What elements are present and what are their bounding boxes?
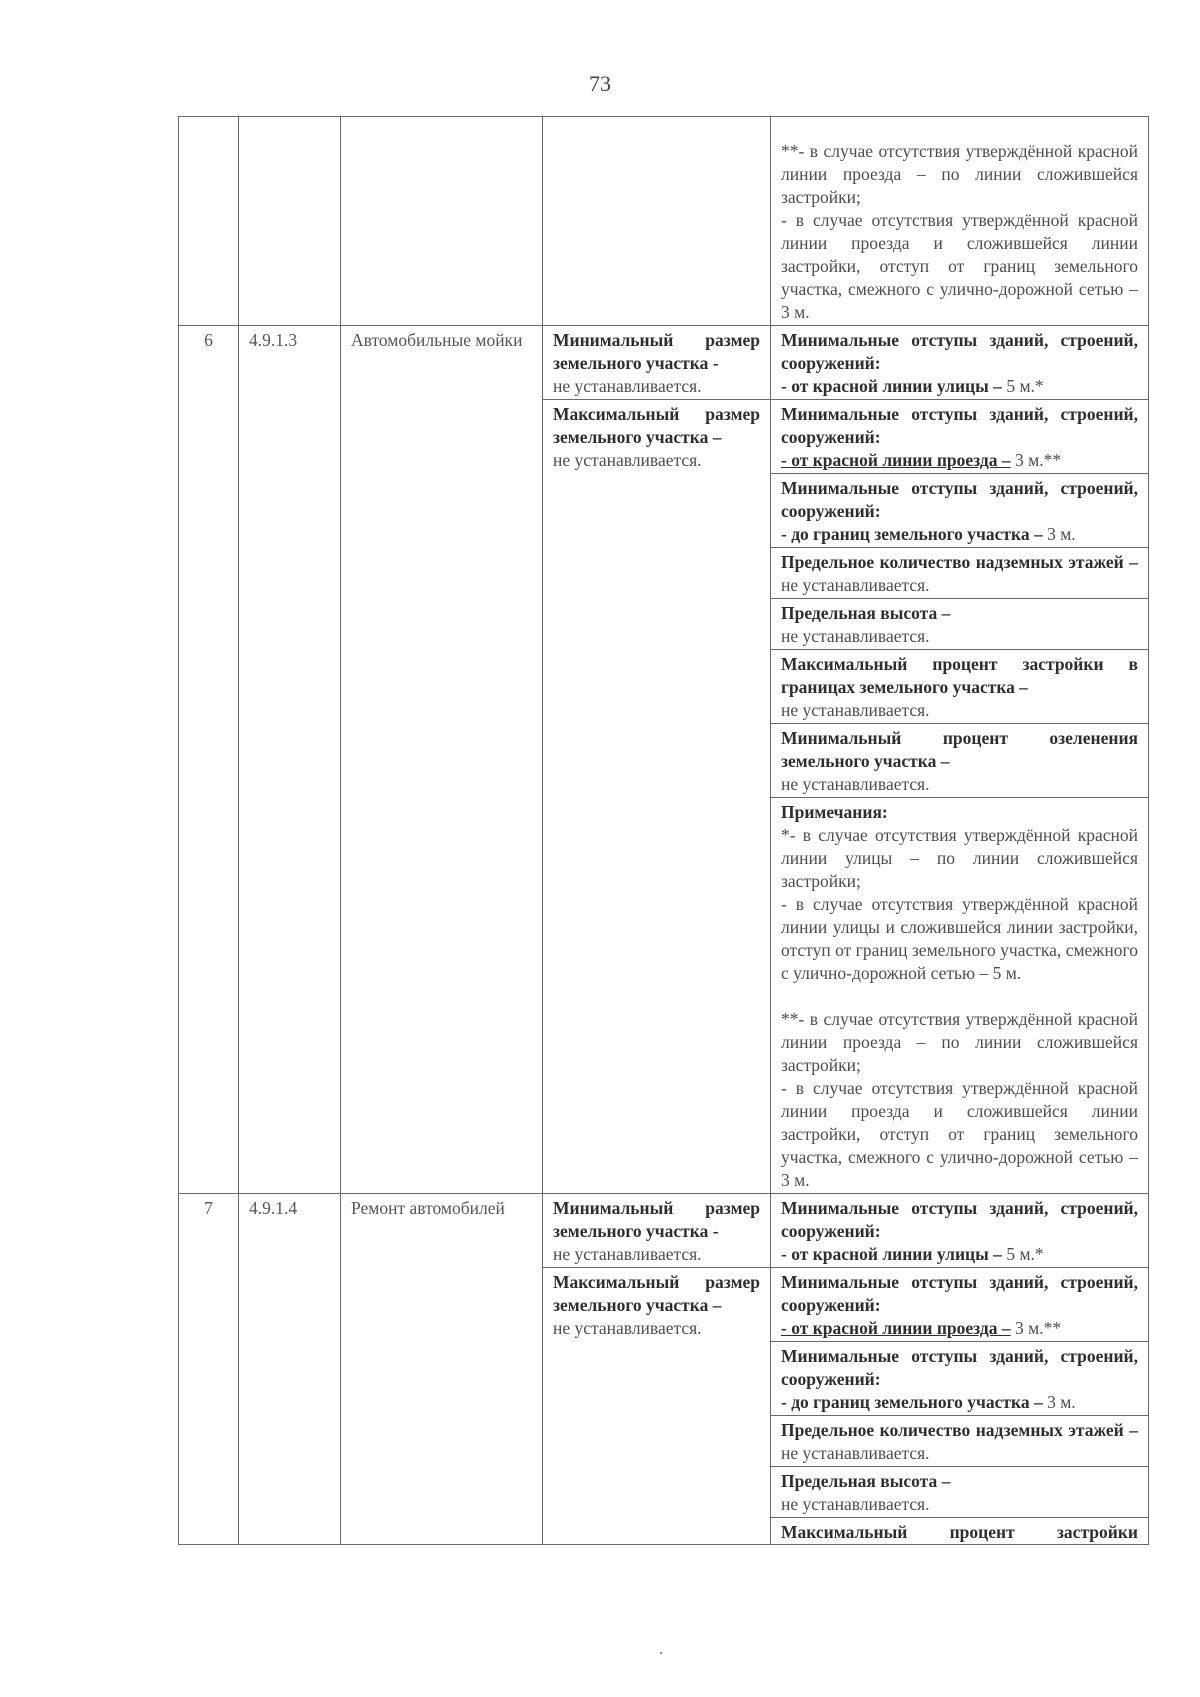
param-cell [771,650,1149,724]
row-code: 4.9.1.4 [239,1194,341,1545]
param-line: - до границ земельного участка – [781,524,1043,544]
param-title: Предельное количество надземных этажей – [781,552,1138,572]
note-star-a: *- в случае отсутствия утверждённой красной линии улицы – по линии сложившейся застройки; [781,825,1138,891]
max-size-value: не устанавливается. [553,1318,702,1338]
param-cell [771,724,1149,798]
param-cell [771,474,1149,548]
param-line: - от красной линии улицы – [781,376,1002,396]
cell-name [341,117,543,326]
notes-cell [771,798,1149,1194]
param-cell [771,1194,1149,1268]
note-star-b: - в случае отсутствия утверждённой красной линии улицы и сложившейся линии застройки, отступ от границ земельного участка, смежного с улично-дорожной сетью – 5 м. [781,894,1138,983]
max-size-title: Максимальный размер земельного участка – [553,404,760,447]
note-double-star-a: **- в случае отсутствия утверждённой красной линии проезда – по линии сложившейся застройки; [781,1009,1138,1075]
param-title: Предельное количество надземных этажей – [781,1420,1138,1440]
row-number: 7 [179,1194,239,1545]
note-double-star-a: **- в случае отсутствия утверждённой красной линии проезда – по линии сложившейся застройки; [781,141,1138,207]
min-size-cell [543,326,771,400]
regulations-table [178,116,1149,1545]
param-title: Предельная высота – [781,603,951,623]
param-value: не устанавливается. [781,1494,930,1514]
table-row [179,326,1149,400]
param-title: Минимальные отступы зданий, строений, сооружений: [781,1198,1138,1241]
param-title: Минимальные отступы зданий, строений, сооружений: [781,1346,1138,1389]
param-value: не устанавливается. [781,626,930,646]
min-size-value: не устанавливается. [553,1244,702,1264]
param-line: - до границ земельного участка – [781,1392,1043,1412]
min-size-value: не устанавливается. [553,376,702,396]
cell-code [239,117,341,326]
param-cell [771,1268,1149,1342]
param-value: 3 м. [1047,1392,1076,1412]
param-line: - от красной линии проезда – [781,1318,1011,1338]
row-name: Автомобильные мойки [341,326,543,1194]
note-double-star-b: - в случае отсутствия утверждённой красной линии проезда и сложившейся линии застройки, отступ от границ земельного участка, смежного с улично-дорожной сетью – 3 м. [781,1078,1138,1190]
param-title: Минимальные отступы зданий, строений, сооружений: [781,1272,1138,1315]
scan-speck [660,1652,662,1654]
row-code: 4.9.1.3 [239,326,341,1194]
param-line: - от красной линии улицы – [781,1244,1002,1264]
param-cell [771,599,1149,650]
cell-notes [771,117,1149,326]
min-size-title: Минимальный размер земельного участка - [553,330,760,373]
param-value: 5 м.* [1006,376,1044,396]
param-line: - от красной линии проезда – [781,450,1011,470]
param-value: 3 м.** [1015,450,1062,470]
param-value: 3 м. [1047,524,1076,544]
param-title: Минимальный процент озеленения земельного участка – [781,728,1138,771]
param-title: Максимальный процент застройки в границах земельного участка – [781,654,1138,697]
param-title: Минимальные отступы зданий, строений, сооружений: [781,330,1138,373]
max-size-cell [543,400,771,1194]
row-name: Ремонт автомобилей [341,1194,543,1545]
notes-title: Примечания: [781,802,888,822]
note-double-star-b: - в случае отсутствия утверждённой красной линии проезда и сложившейся линии застройки, отступ от границ земельного участка, смежного с улично-дорожной сетью – 3 м. [781,210,1138,322]
param-cell [771,1342,1149,1416]
param-cell [771,1416,1149,1467]
param-value: 3 м.** [1015,1318,1062,1338]
table-row [179,1194,1149,1268]
param-cell [771,400,1149,474]
param-title: Минимальные отступы зданий, строений, сооружений: [781,404,1138,447]
param-cell [771,326,1149,400]
cell-num [179,117,239,326]
max-size-cell [543,1268,771,1545]
param-cell [771,1518,1149,1545]
min-size-title: Минимальный размер земельного участка - [553,1198,760,1241]
min-size-cell [543,1194,771,1268]
max-size-value: не устанавливается. [553,450,702,470]
param-value: 5 м.* [1006,1244,1044,1264]
param-value: не устанавливается. [781,700,930,720]
param-value: не устанавливается. [781,774,930,794]
cell-size [543,117,771,326]
param-value: не устанавливается. [781,1443,930,1463]
param-title: Предельная высота – [781,1471,951,1491]
param-cell [771,548,1149,599]
param-value: не устанавливается. [781,575,930,595]
param-title: Минимальные отступы зданий, строений, сооружений: [781,478,1138,521]
max-size-title: Максимальный размер земельного участка – [553,1272,760,1315]
param-title: Максимальный процент застройки [781,1522,1138,1542]
param-cell [771,1467,1149,1518]
page-number: 73 [589,71,611,96]
table-row-continuation [179,117,1149,326]
row-number: 6 [179,326,239,1194]
